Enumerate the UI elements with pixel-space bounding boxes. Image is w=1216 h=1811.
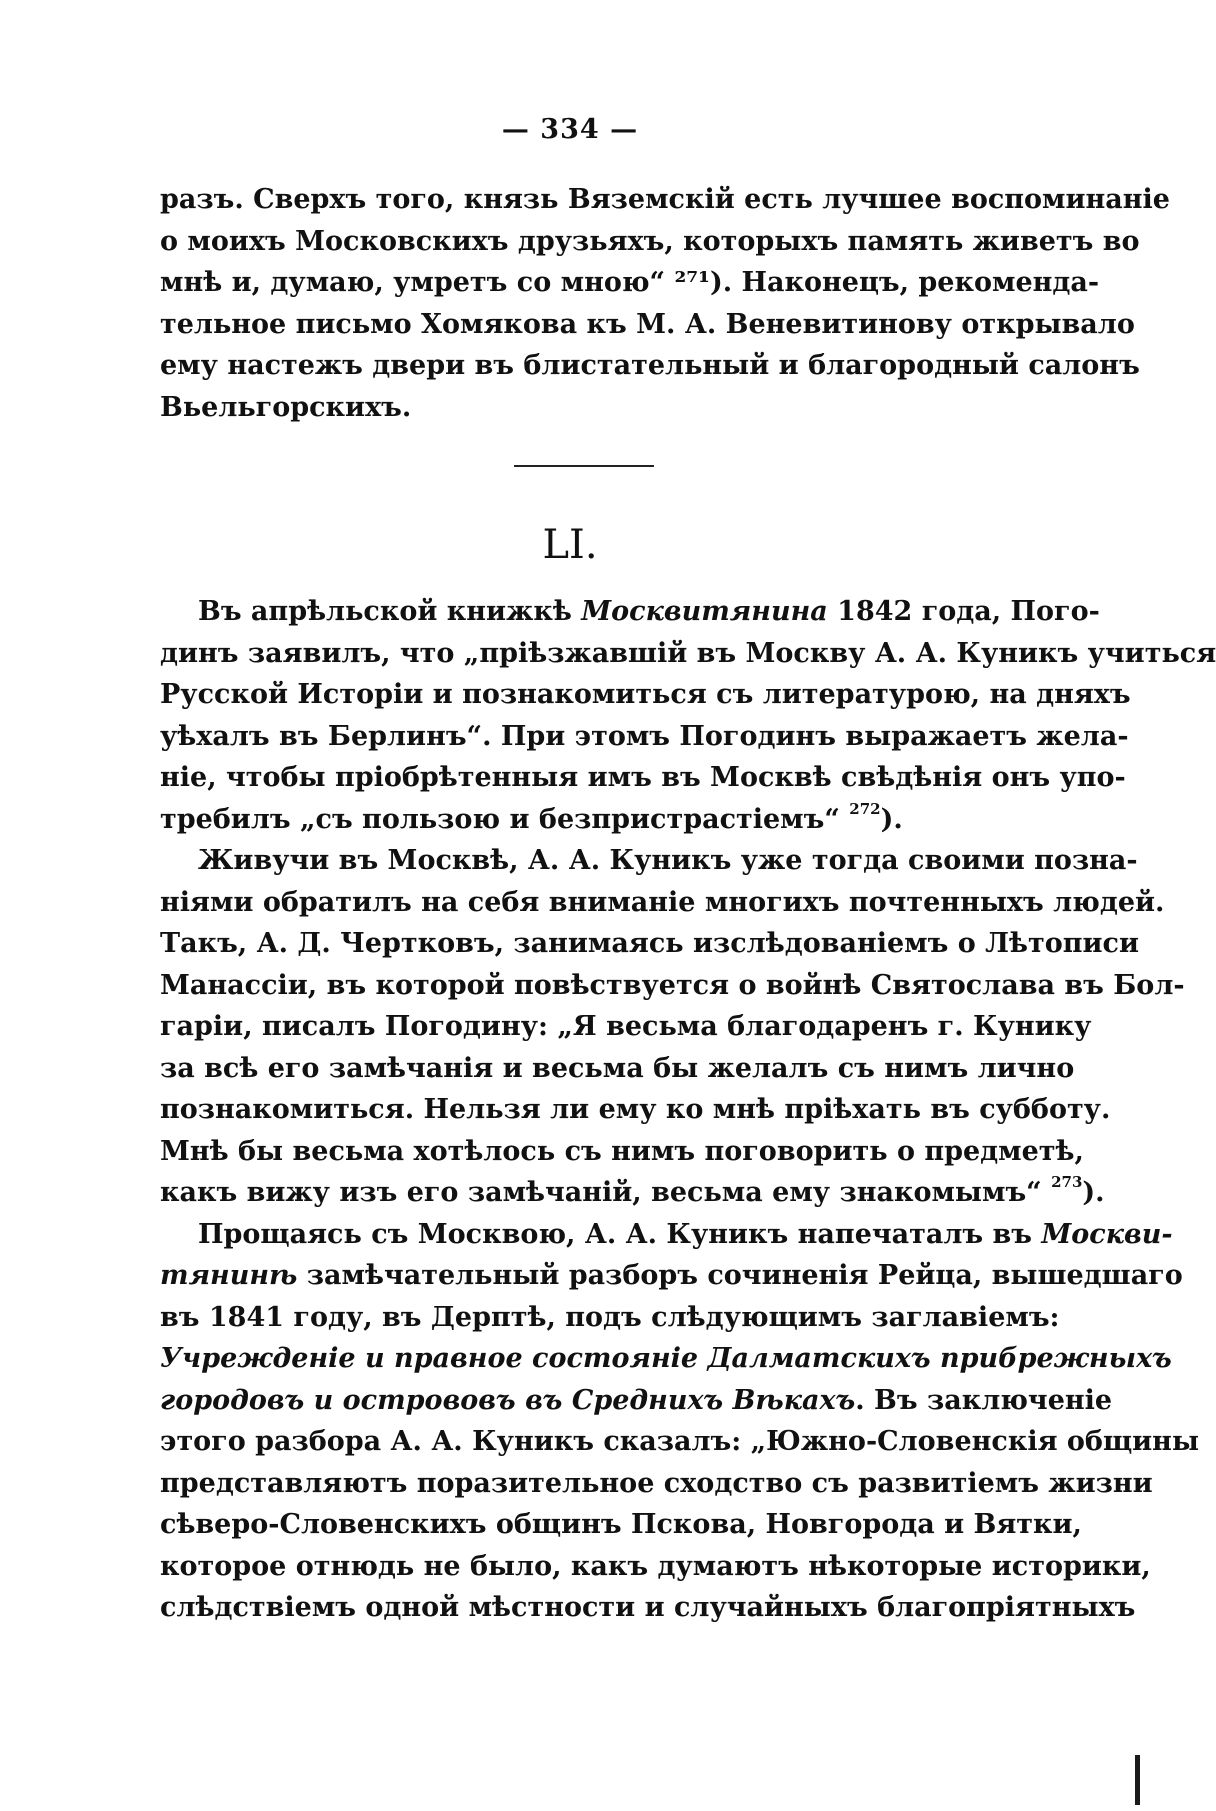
italic-title: Москвитянина (581, 596, 828, 627)
text-line: представляютъ поразительное сходство съ развитіемъ жизни (160, 1467, 1153, 1499)
page-number: — 334 — (501, 114, 639, 145)
continued-paragraph (160, 179, 1170, 428)
italic-title: городовъ и острововъ въ Среднихъ Вѣкахъ (160, 1384, 856, 1416)
text-line: Мнѣ бы весьма хотѣлось съ нимъ поговорить о предметѣ, (160, 1135, 1084, 1167)
italic-title: тянинѣ (160, 1260, 298, 1291)
text-line: о моихъ Московскихъ друзьяхъ, которыхъ память живетъ во (160, 225, 1140, 257)
text-line (160, 1214, 1173, 1256)
text-fragment: ). (1082, 1177, 1105, 1208)
text-line: познакомиться. Нельзя ли ему ко мнѣ пріѣхать въ субботу. (160, 1094, 1111, 1125)
text-line: Русской Исторіи и познакомиться съ литературою, на дняхъ (160, 679, 1131, 710)
text-line: этого разбора А. А. Куникъ сказалъ: „Южно-Словенскія общины (160, 1426, 1200, 1457)
text-line: слѣдствіемъ одной мѣстности и случайныхъ благопріятныхъ (160, 1592, 1136, 1623)
text-line: Манассіи, въ которой повѣствуется о войнѣ Святослава въ Бол- (160, 969, 1185, 1001)
text-line: Вьельгорскихъ. (160, 391, 412, 423)
text-line: уѣхалъ въ Берлинъ“. При этомъ Погодинъ выражаетъ жела- (160, 720, 1129, 752)
text-line (160, 799, 1007, 841)
footnote-ref: 273 (1051, 1173, 1083, 1191)
text-fragment: ). (880, 803, 903, 835)
section-heading: LI. (542, 522, 598, 568)
text-line: сѣверо-Словенскихъ общинъ Пскова, Новгорода и Вятки, (160, 1509, 1082, 1540)
text-line: динъ заявилъ, что „пріѣзжавшій въ Москву А. А. Куникъ учиться (160, 637, 1216, 669)
text-line: которое отнюдь не было, какъ думаютъ нѣкоторые историки, (160, 1550, 1151, 1582)
text-line: ніе, чтобы пріобрѣтенныя имъ въ Москвѣ свѣдѣнія онъ упо- (160, 762, 1126, 793)
text-fragment: Прощаясь съ Москвою, А. А. Куникъ напечаталъ въ (198, 1218, 1042, 1250)
section-divider (514, 465, 654, 467)
text-fragment: какъ вижу изъ его замѣчаній, весьма ему знакомымъ“ (160, 1177, 1052, 1208)
text-line (160, 1172, 1105, 1214)
text-line (160, 1380, 1113, 1422)
text-line: мнѣ и, думаю, умретъ со мною“ ²⁷¹). Наконецъ, рекоменда- (160, 267, 1100, 298)
text-fragment: требилъ „съ пользою и безпристрастіемъ“ (160, 803, 850, 835)
text-line: Живучи въ Москвѣ, А. А. Куникъ уже тогда своими позна- (198, 845, 1138, 876)
text-line (160, 591, 1100, 633)
text-line: разъ. Сверхъ того, князь Вяземскій есть лучшее воспоминаніе (160, 184, 1170, 215)
text-line (160, 1255, 1183, 1297)
text-fragment: . Въ заключеніе (855, 1384, 1113, 1416)
scan-edge-mark (1135, 1755, 1140, 1805)
text-line: ніями обратилъ на себя вниманіе многихъ почтенныхъ людей. (160, 886, 1165, 918)
text-fragment: 1842 года, Пого- (827, 596, 1100, 627)
text-fragment: замѣчательный разборъ сочиненія Рейца, вышедшаго (297, 1260, 1183, 1291)
text-fragment: Въ апрѣльской книжкѣ (198, 596, 582, 627)
text-line: въ 1841 году, въ Дерптѣ, подъ слѣдующимъ заглавіемъ: (160, 1301, 1060, 1333)
section-body (160, 591, 1216, 1629)
text-line: гаріи, писалъ Погодину: „Я весьма благодаренъ г. Кунику (160, 1011, 1092, 1042)
italic-title: Москви- (1041, 1218, 1173, 1250)
text-line (160, 1338, 1172, 1380)
text-line: ему настежъ двери въ блистательный и благородный салонъ (160, 350, 1140, 381)
footnote-ref: 272 (849, 799, 881, 818)
text-line: за всѣ его замѣчанія и весьма бы желалъ съ нимъ лично (160, 1052, 1075, 1084)
text-line: тельное письмо Хомякова къ М. А. Веневитинову открывало (160, 308, 1135, 340)
text-line: Такъ, А. Д. Чертковъ, занимаясь изслѣдованіемъ о Лѣтописи (160, 928, 1139, 959)
italic-title: Учрежденіе и правное состояніе Далматскихъ прибрежныхъ (160, 1343, 1172, 1374)
